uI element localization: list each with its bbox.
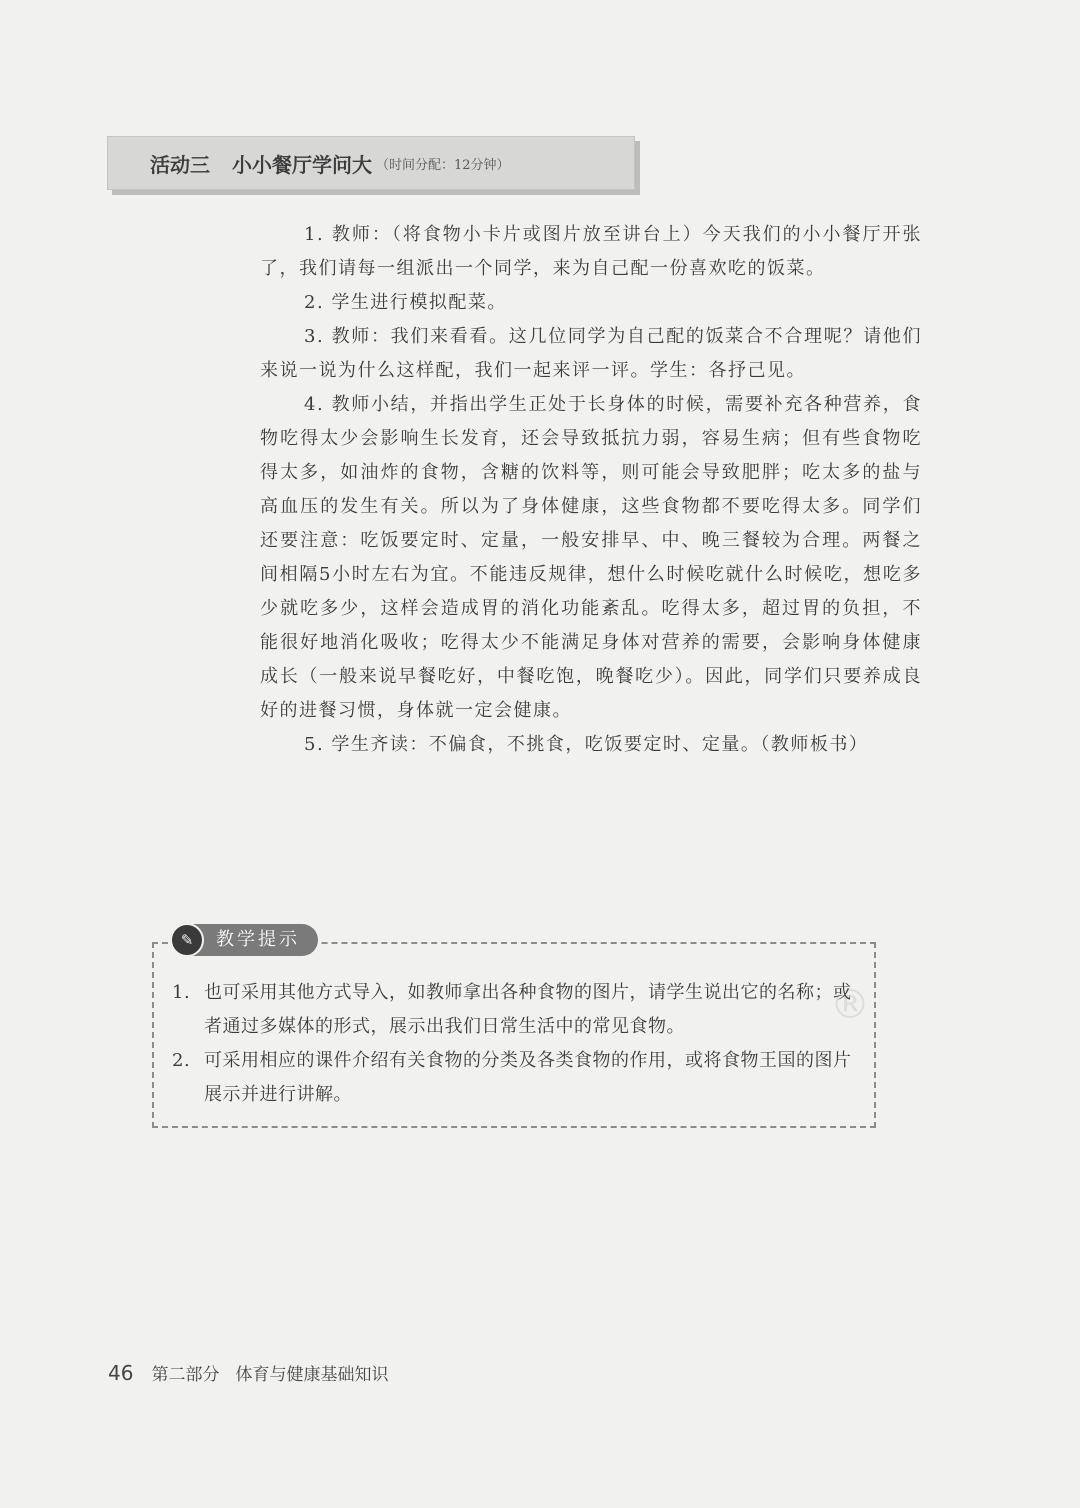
activity-header (107, 136, 635, 190)
teaching-tips-label: 教学提示 (192, 924, 318, 956)
step-paragraph: 5. 学生齐读：不偏食，不挑食，吃饭要定时、定量。（教师板书） (304, 734, 869, 755)
pencil-icon: ✎ (170, 923, 204, 957)
tip-number: 2. (172, 1050, 191, 1071)
step-paragraph: 3. 教师：我们来看看。这几位同学为自己配的饭菜合不合理呢？请他们来说一说为什么这样配，我们一起来评一评。学生：各抒己见。 (260, 326, 922, 381)
registered-mark: ® (830, 982, 870, 1028)
step-paragraph: 1. 教师：（将食物小卡片或图片放至讲台上）今天我们的小小餐厅开张了，我们请每一组派出一个同学，来为自己配一份喜欢吃的饭菜。 (260, 224, 922, 279)
tip-number: 1. (172, 982, 191, 1003)
step-paragraph: 2. 学生进行模拟配菜。 (304, 292, 507, 313)
activity-label: 活动三 (150, 152, 210, 177)
activity-title: 小小餐厅学问大 (232, 152, 372, 177)
tip-text: 也可采用其他方式导入，如教师拿出各种食物的图片，请学生说出它的名称；或者通过多媒体的形式，展示出我们日常生活中的常见食物。 (204, 982, 852, 1037)
teaching-tips-tag (170, 922, 318, 958)
activity-time-allocation: （时间分配：12分钟） (376, 157, 510, 173)
tip-item (172, 1044, 860, 1112)
page-number: 46 (108, 1361, 134, 1385)
page-footer (108, 1360, 388, 1385)
activity-steps (260, 218, 922, 762)
part-title: 体育与健康基础知识 (235, 1365, 389, 1385)
tip-text: 可采用相应的课件介绍有关食物的分类及各类食物的作用，或将食物王国的图片展示并进行讲解。 (204, 1050, 852, 1105)
tip-item (172, 976, 860, 1044)
part-label: 第二部分 (151, 1365, 220, 1385)
step-paragraph: 4. 教师小结，并指出学生正处于长身体的时候，需要补充各种营养，食物吃得太少会影响生长发育，还会导致抵抗力弱，容易生病；但有些食物吃得太多，如油炸的食物，含糖的饮料等，则可能会导致肥胖；吃太多的盐与高血压的发生有关。所以为了身体健康，这些食物都不要吃得太多。同学们还要注意：吃饭要定时、定量，一般安排早、中、晚三餐较为合理。两餐之间相隔5小时左右为宜。不能违反规律，想什么时候吃就什么时候吃，想吃多少就吃多少，这样会造成胃的消化功能紊乱。吃得太多，超过胃的负担，不能很好地消化吸收；吃得太少不能满足身体对营养的需要，会影响身体健康成长（一般来说早餐吃好，中餐吃饱，晚餐吃少）。因此，同学们只要养成良好的进餐习惯，身体就一定会健康。 (260, 394, 922, 721)
teaching-tips-list (172, 976, 860, 1112)
